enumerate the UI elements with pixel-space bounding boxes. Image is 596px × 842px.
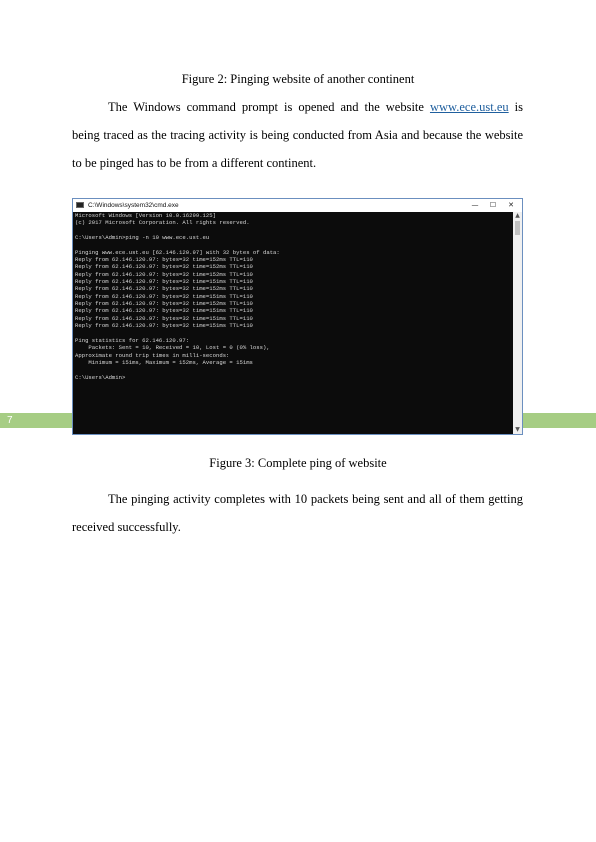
- console-line: Reply from 62.146.120.97: bytes=32 time=152ms TTL=110: [75, 270, 253, 278]
- maximize-icon: ☐: [489, 201, 497, 209]
- console-line: Reply from 62.146.120.97: bytes=32 time=151ms TTL=110: [75, 307, 253, 315]
- console-line: Packets: Sent = 10, Received = 10, Lost = 0 (0% loss),: [75, 344, 270, 352]
- cmd-scrollbar: [513, 212, 522, 434]
- console-line: Approximate round trip times in milli-seconds:: [75, 351, 230, 359]
- console-line: (c) 2017 Microsoft Corporation. All rights reserved.: [75, 219, 250, 227]
- console-line: Reply from 62.146.120.97: bytes=32 time=151ms TTL=110: [75, 292, 253, 300]
- paragraph-text-end: is being traced as the tracing activity is being conducted from Asia and because the website to be pinged has to be from a different continent.: [72, 100, 523, 170]
- console-line: Reply from 62.146.120.97: bytes=32 time=152ms TTL=110: [75, 263, 253, 271]
- console-line: Reply from 62.146.120.97: bytes=32 time=151ms TTL=110: [75, 314, 253, 322]
- console-line: Reply from 62.146.120.97: bytes=32 time=152ms TTL=110: [75, 285, 253, 293]
- website-link[interactable]: www.ece.ust.eu: [429, 100, 509, 114]
- console-icon: [76, 202, 84, 208]
- console-line: [74, 366, 513, 373]
- paragraph-ping-result: [72, 485, 523, 541]
- console-line: Minimum = 151ms, Maximum = 152ms, Average = 151ms: [75, 358, 253, 366]
- cmd-window-title: C:\Windows\system32\cmd.exe: [88, 202, 179, 209]
- paragraph-text-start: The Windows command prompt is opened and the website: [108, 100, 430, 114]
- cmd-console-output: [74, 212, 513, 433]
- console-line: Pinging www.ece.ust.eu [62.146.120.97] with 32 bytes of data:: [75, 248, 280, 256]
- console-line: C:\Users\Admin>: [75, 373, 126, 381]
- figure-3-caption: Figure 3: Complete ping of website: [209, 456, 387, 470]
- console-line: Microsoft Windows [Version 10.0.16299.125]: [75, 212, 216, 219]
- console-line: Ping statistics for 62.146.120.97:: [75, 336, 190, 344]
- cmd-window-screenshot: [72, 198, 523, 435]
- figure-2-caption: Figure 2: Pinging website of another continent: [181, 72, 415, 86]
- minimize-icon: —: [471, 201, 479, 209]
- console-line: [74, 227, 513, 234]
- console-line: Reply from 62.146.120.97: bytes=32 time=152ms TTL=110: [75, 256, 253, 264]
- cmd-titlebar: [73, 199, 522, 212]
- scroll-down-icon: ▼: [515, 426, 520, 433]
- scroll-up-icon: ▲: [515, 212, 520, 219]
- console-line: C:\Users\Admin>ping -n 10 www.ece.ust.eu: [75, 234, 210, 242]
- console-line: [74, 241, 513, 248]
- paragraph-ping-text: The pinging activity completes with 10 packets being sent and all of them getting received successfully.: [72, 492, 523, 534]
- console-line: Reply from 62.146.120.97: bytes=32 time=151ms TTL=110: [75, 322, 253, 330]
- close-icon: ✕: [508, 201, 514, 209]
- paragraph-traceroute-description: [72, 93, 523, 177]
- console-line: Reply from 62.146.120.97: bytes=32 time=151ms TTL=110: [75, 278, 253, 286]
- scrollbar-thumb: [515, 221, 520, 235]
- page-number: 7: [7, 415, 13, 426]
- console-line: Reply from 62.146.120.97: bytes=32 time=152ms TTL=110: [75, 300, 253, 308]
- console-line: [74, 330, 513, 337]
